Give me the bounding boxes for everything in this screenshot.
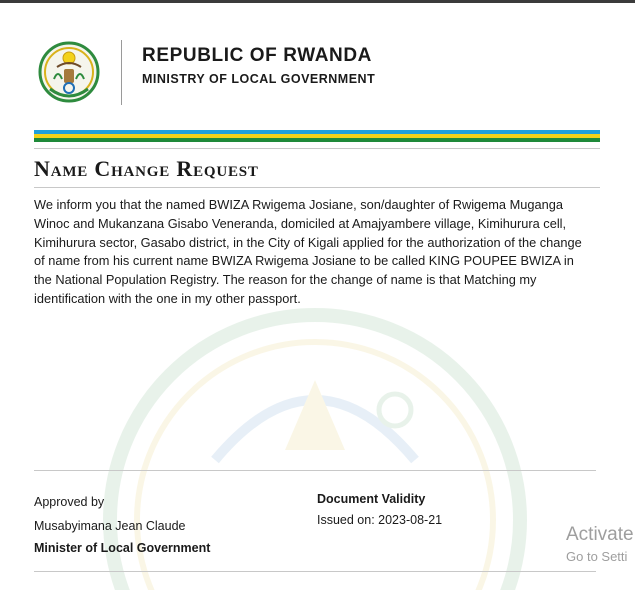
document-body: We inform you that the named BWIZA Rwigema Josiane, son/daughter of Rwigema Muganga Winoc and Mukanzana Gisabo Veneranda, domiciled at Amajyambere village, Kimihurura cell, Kimihurura sector, Gasabo district, in the City of Kigali applied for the authorization of the change of name from his current name BWIZA Rwigema Josiane to be called KING POUPEE BWIZA in the National Population Registry. The reason for the change of name is that Matching my identification with the one in my other passport. <box>34 197 582 306</box>
ministry-subtitle: MINISTRY OF LOCAL GOVERNMENT <box>142 72 376 86</box>
footer-divider <box>34 470 596 471</box>
document-title: Name Change Request <box>34 156 259 181</box>
rwanda-coat-of-arms-icon <box>38 39 100 105</box>
title-bottom-divider <box>34 187 600 188</box>
activate-windows-subtext: Go to Setti <box>566 549 628 564</box>
header-divider <box>121 40 122 105</box>
country-title: REPUBLIC OF RWANDA <box>142 45 373 66</box>
top-edge-bar <box>0 0 635 3</box>
activate-windows-text: Activate <box>566 524 634 545</box>
title-top-divider <box>34 148 600 149</box>
document-validity-label: Document Validity <box>317 492 426 506</box>
approved-by-label: Approved by <box>34 495 105 509</box>
issued-on-date: Issued on: 2023-08-21 <box>317 513 443 527</box>
bottom-divider <box>34 571 596 572</box>
approver-name: Musabyimana Jean Claude <box>34 519 186 533</box>
approver-role: Minister of Local Government <box>34 541 211 555</box>
flag-stripe-green <box>34 138 600 142</box>
flag-stripes <box>34 130 600 142</box>
